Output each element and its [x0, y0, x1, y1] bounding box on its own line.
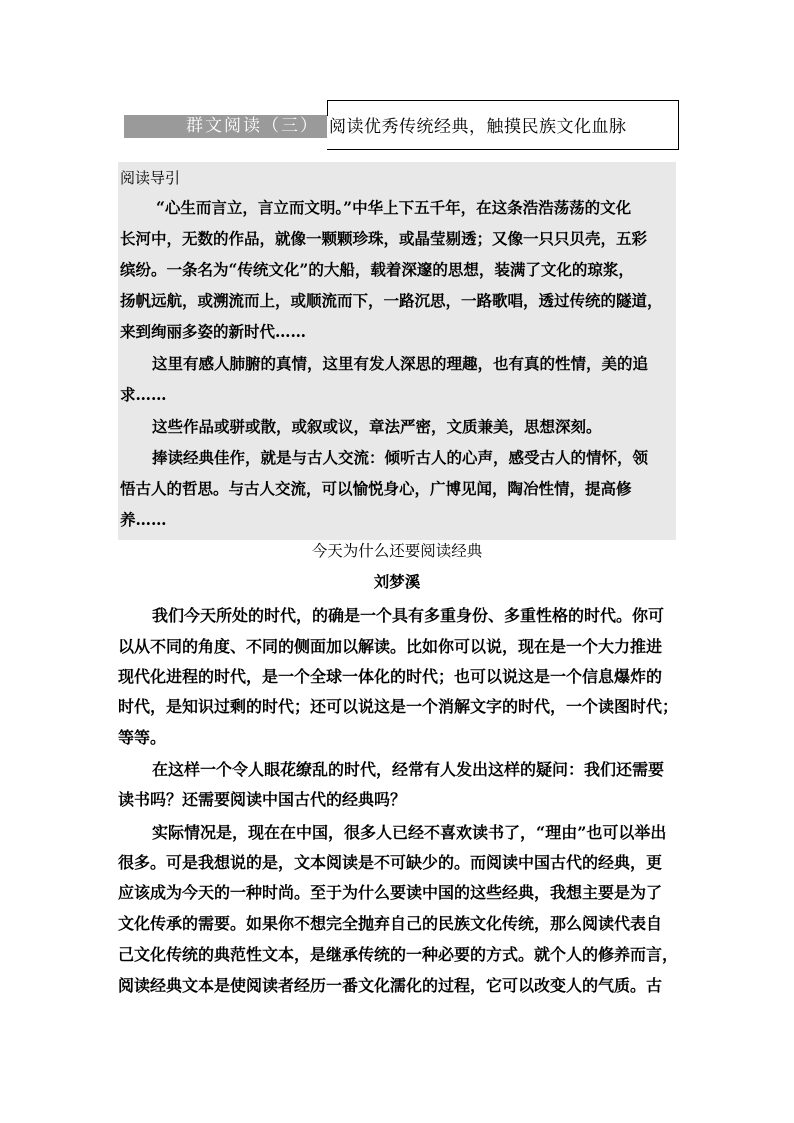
article-line: 等等。 [118, 728, 167, 747]
guide-line: “心生而言立，言立而文明。”中华上下五千年，在这条浩浩荡荡的文化 [156, 198, 632, 217]
article-line: 现代化进程的时代，是一个全球一体化的时代；也可以说这是一个信息爆炸的 [118, 667, 663, 686]
article-line: 读书吗？还需要阅读中国古代的经典吗？ [118, 790, 407, 809]
reading-guide-box [118, 162, 676, 540]
guide-line: 养…… [120, 510, 167, 529]
reading-guide-title: 阅读导引 [120, 169, 181, 187]
header-tag-bar [124, 115, 327, 138]
guide-line: 长河中，无数的作品，就像一颗颗珍珠，或晶莹剔透；又像一只只贝壳，五彩 [120, 229, 648, 248]
guide-line: 来到绚丽多姿的新时代…… [120, 322, 307, 341]
article-line: 文化传承的需要。如果你不想完全抛弃自己的民族文化传统，那么阅读代表自 [118, 914, 663, 933]
header-title: 阅读优秀传统经典，触摸民族文化血脉 [329, 117, 627, 137]
article-line: 以从不同的角度、不同的侧面加以解读。比如你可以说，现在是一个大力推进 [118, 637, 663, 656]
section-header [124, 100, 680, 150]
guide-line: 缤纷。一条名为“传统文化”的大船，载着深邃的思想，装满了文化的琼浆， [120, 260, 634, 279]
header-tag: 群文阅读（三） [186, 116, 319, 136]
guide-line: 捧读经典佳作，就是与古人交流：倾听古人的心声，感受古人的情怀，领 [152, 448, 649, 467]
guide-line: 这里有感人肺腑的真情，这里有发人深思的理趣，也有真的性情，美的追 [152, 354, 649, 373]
article-line: 应该成为今天的一种时尚。至于为什么要读中国的这些经典，我想主要是为了 [118, 883, 663, 902]
article-line: 己文化传统的典范性文本，是继承传统的一种必要的方式。就个人的修养而言， [118, 945, 679, 964]
article-title: 今天为什么还要阅读经典 [311, 542, 483, 560]
article-line: 在这样一个令人眼花缭乱的时代，经常有人发出这样的疑问：我们还需要 [152, 760, 665, 779]
guide-line: 悟古人的哲思。与古人交流，可以愉悦身心，广博见闻，陶冶性情，提高修 [120, 479, 632, 498]
article-line: 我们今天所处的时代，的确是一个具有多重身份、多重性格的时代。你可 [152, 606, 665, 625]
article-line: 时代，是知识过剩的时代；还可以说这是一个消解文字的时代，一个读图时代； [118, 697, 679, 716]
article-line: 很多。可是我想说的是，文本阅读是不可缺少的。而阅读中国古代的经典，更 [118, 853, 663, 872]
header-title-box [327, 100, 679, 150]
guide-line: 扬帆远航，或溯流而上，或顺流而下，一路沉思，一路歌唱，透过传统的隧道， [120, 291, 663, 310]
article-line: 实际情况是，现在在中国，很多人已经不喜欢读书了，“理由”也可以举出 [152, 823, 667, 842]
guide-line: 求…… [120, 385, 167, 404]
article-author: 刘梦溪 [373, 572, 421, 591]
article-line: 阅读经典文本是使阅读者经历一番文化濡化的过程，它可以改变人的气质。古 [118, 976, 663, 995]
guide-line: 这些作品或骈或散，或叙或议，章法严密，文质兼美，思想深刻。 [152, 417, 602, 436]
